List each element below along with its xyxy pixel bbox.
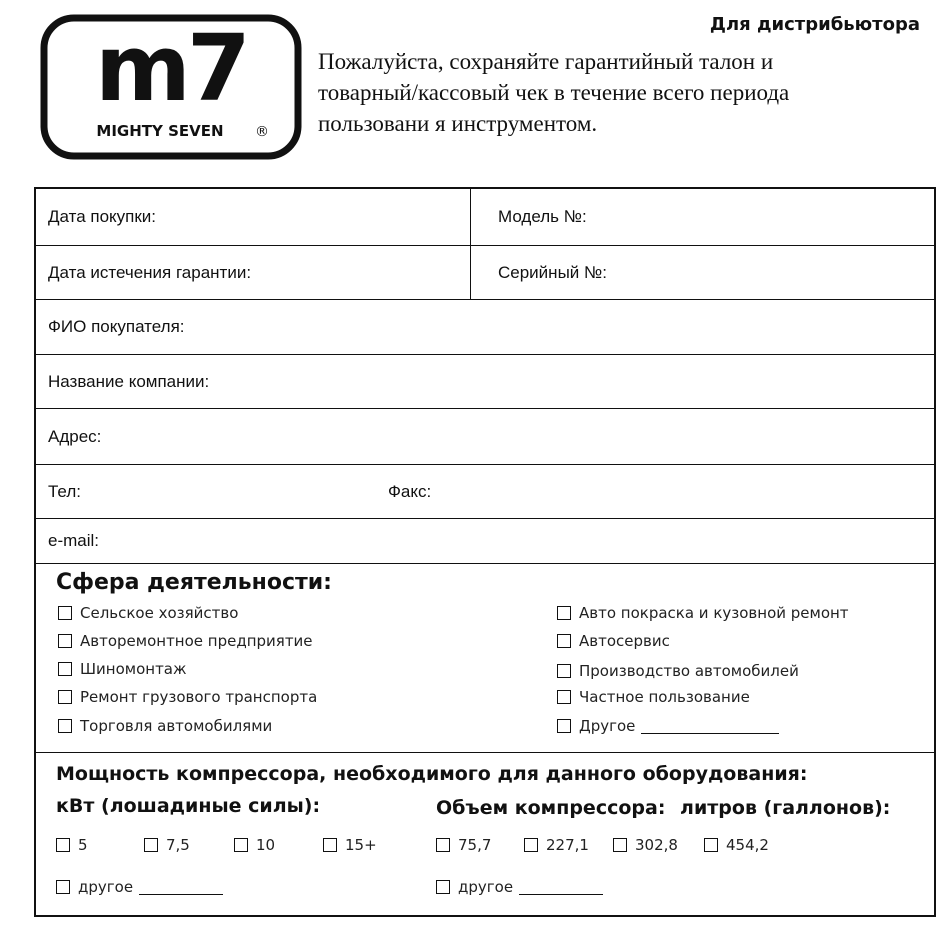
checkbox[interactable] [56, 838, 70, 852]
logo-wordmark: MIGHTY SEVEN [96, 122, 224, 140]
purchase-date-field[interactable]: Дата покупки: [48, 207, 157, 226]
option-label: 7,5 [166, 836, 190, 854]
option-label: 75,7 [458, 836, 492, 854]
checkbox[interactable] [557, 690, 571, 704]
activity-option[interactable] [58, 688, 317, 706]
column-divider [470, 246, 471, 299]
checkbox[interactable] [58, 634, 72, 648]
column-divider [470, 189, 471, 245]
option-label: 302,8 [635, 836, 678, 854]
warranty-serial-row [36, 246, 934, 300]
checkbox[interactable] [56, 880, 70, 894]
option-label: Автосервис [579, 632, 670, 650]
option-label: Ремонт грузового транспорта [80, 688, 318, 706]
activity-option[interactable] [557, 688, 750, 706]
checkbox[interactable] [144, 838, 158, 852]
warranty-form [34, 187, 936, 917]
power-option-other[interactable] [56, 878, 223, 896]
activity-option-other[interactable] [557, 717, 779, 735]
checkbox[interactable] [58, 606, 72, 620]
option-label: другое [458, 878, 514, 896]
notice-line: товарный/кассовый чек в течение всего периода [318, 80, 790, 105]
power-option[interactable] [144, 836, 190, 854]
volume-option[interactable] [704, 836, 769, 854]
option-label: Частное пользование [579, 688, 750, 706]
phone-field[interactable]: Тел: [48, 481, 81, 501]
other-input-line[interactable] [641, 719, 779, 734]
volume-option-other[interactable] [436, 878, 603, 896]
address-field[interactable]: Адрес: [48, 426, 102, 446]
company-row [36, 355, 934, 409]
activity-option[interactable] [58, 717, 272, 735]
volume-label: Объем компрессора: [436, 797, 666, 819]
volume-option[interactable] [436, 836, 491, 854]
option-label: Другое [579, 717, 636, 735]
fax-field[interactable]: Факс: [388, 481, 432, 501]
section-divider [36, 752, 934, 753]
checkbox[interactable] [557, 634, 571, 648]
checkbox[interactable] [58, 662, 72, 676]
option-label: Шиномонтаж [80, 660, 187, 678]
volume-option[interactable] [524, 836, 589, 854]
volume-unit: литров (галлонов): [680, 797, 891, 819]
email-field[interactable]: e-mail: [48, 531, 100, 550]
logo-mark: m7 [95, 15, 247, 122]
checkbox[interactable] [557, 606, 571, 620]
checkbox[interactable] [58, 719, 72, 733]
checkbox[interactable] [524, 838, 538, 852]
activity-option[interactable] [557, 632, 670, 650]
notice-line: пользовани я инструментом. [318, 111, 598, 136]
other-input-line[interactable] [519, 880, 603, 895]
option-label: 10 [256, 836, 276, 854]
option-label: Торговля автомобилями [80, 717, 273, 735]
compressor-title: Мощность компрессора, необходимого для данного оборудования: [56, 763, 808, 785]
model-number-field[interactable]: Модель №: [498, 207, 587, 226]
option-label: 5 [78, 836, 88, 854]
mighty-seven-logo [40, 14, 302, 160]
serial-number-field[interactable]: Серийный №: [498, 262, 607, 282]
activity-option[interactable] [557, 604, 849, 622]
power-option[interactable] [234, 836, 275, 854]
checkbox[interactable] [234, 838, 248, 852]
activity-option[interactable] [58, 660, 187, 678]
checkbox[interactable] [613, 838, 627, 852]
checkbox[interactable] [704, 838, 718, 852]
checkbox[interactable] [557, 664, 571, 678]
power-option[interactable] [323, 836, 377, 854]
activity-title: Сфера деятельности: [56, 570, 332, 595]
option-label: 227,1 [546, 836, 589, 854]
phone-fax-row [36, 465, 934, 519]
activity-option[interactable] [58, 604, 238, 622]
option-label: Производство автомобилей [579, 662, 799, 680]
option-label: 15+ [345, 836, 377, 854]
power-title: кВт (лошадиные силы): [56, 795, 321, 817]
power-option[interactable] [56, 836, 88, 854]
option-label: Авторемонтное предприятие [80, 632, 313, 650]
buyer-name-row [36, 300, 934, 355]
option-label: Сельское хозяйство [80, 604, 239, 622]
checkbox[interactable] [323, 838, 337, 852]
distributor-heading: Для дистрибьютора [709, 14, 920, 35]
option-label: Авто покраска и кузовной ремонт [579, 604, 849, 622]
activity-option[interactable] [58, 632, 313, 650]
checkbox[interactable] [436, 838, 450, 852]
option-label: 454,2 [726, 836, 769, 854]
volume-title [436, 797, 890, 819]
purchase-model-row [36, 189, 934, 246]
logo-registered: ® [255, 124, 269, 140]
notice-line: Пожалуйста, сохраняйте гарантийный талон и [318, 49, 774, 74]
notice-text [318, 46, 933, 139]
checkbox[interactable] [436, 880, 450, 894]
address-row [36, 409, 934, 465]
option-label: другое [78, 878, 134, 896]
checkbox[interactable] [58, 690, 72, 704]
other-input-line[interactable] [139, 880, 223, 895]
activity-option[interactable] [557, 662, 799, 680]
email-row [36, 519, 934, 564]
company-field[interactable]: Название компании: [48, 371, 210, 391]
checkbox[interactable] [557, 719, 571, 733]
warranty-end-field[interactable]: Дата истечения гарантии: [48, 262, 252, 282]
volume-option[interactable] [613, 836, 678, 854]
buyer-name-field[interactable]: ФИО покупателя: [48, 317, 185, 336]
